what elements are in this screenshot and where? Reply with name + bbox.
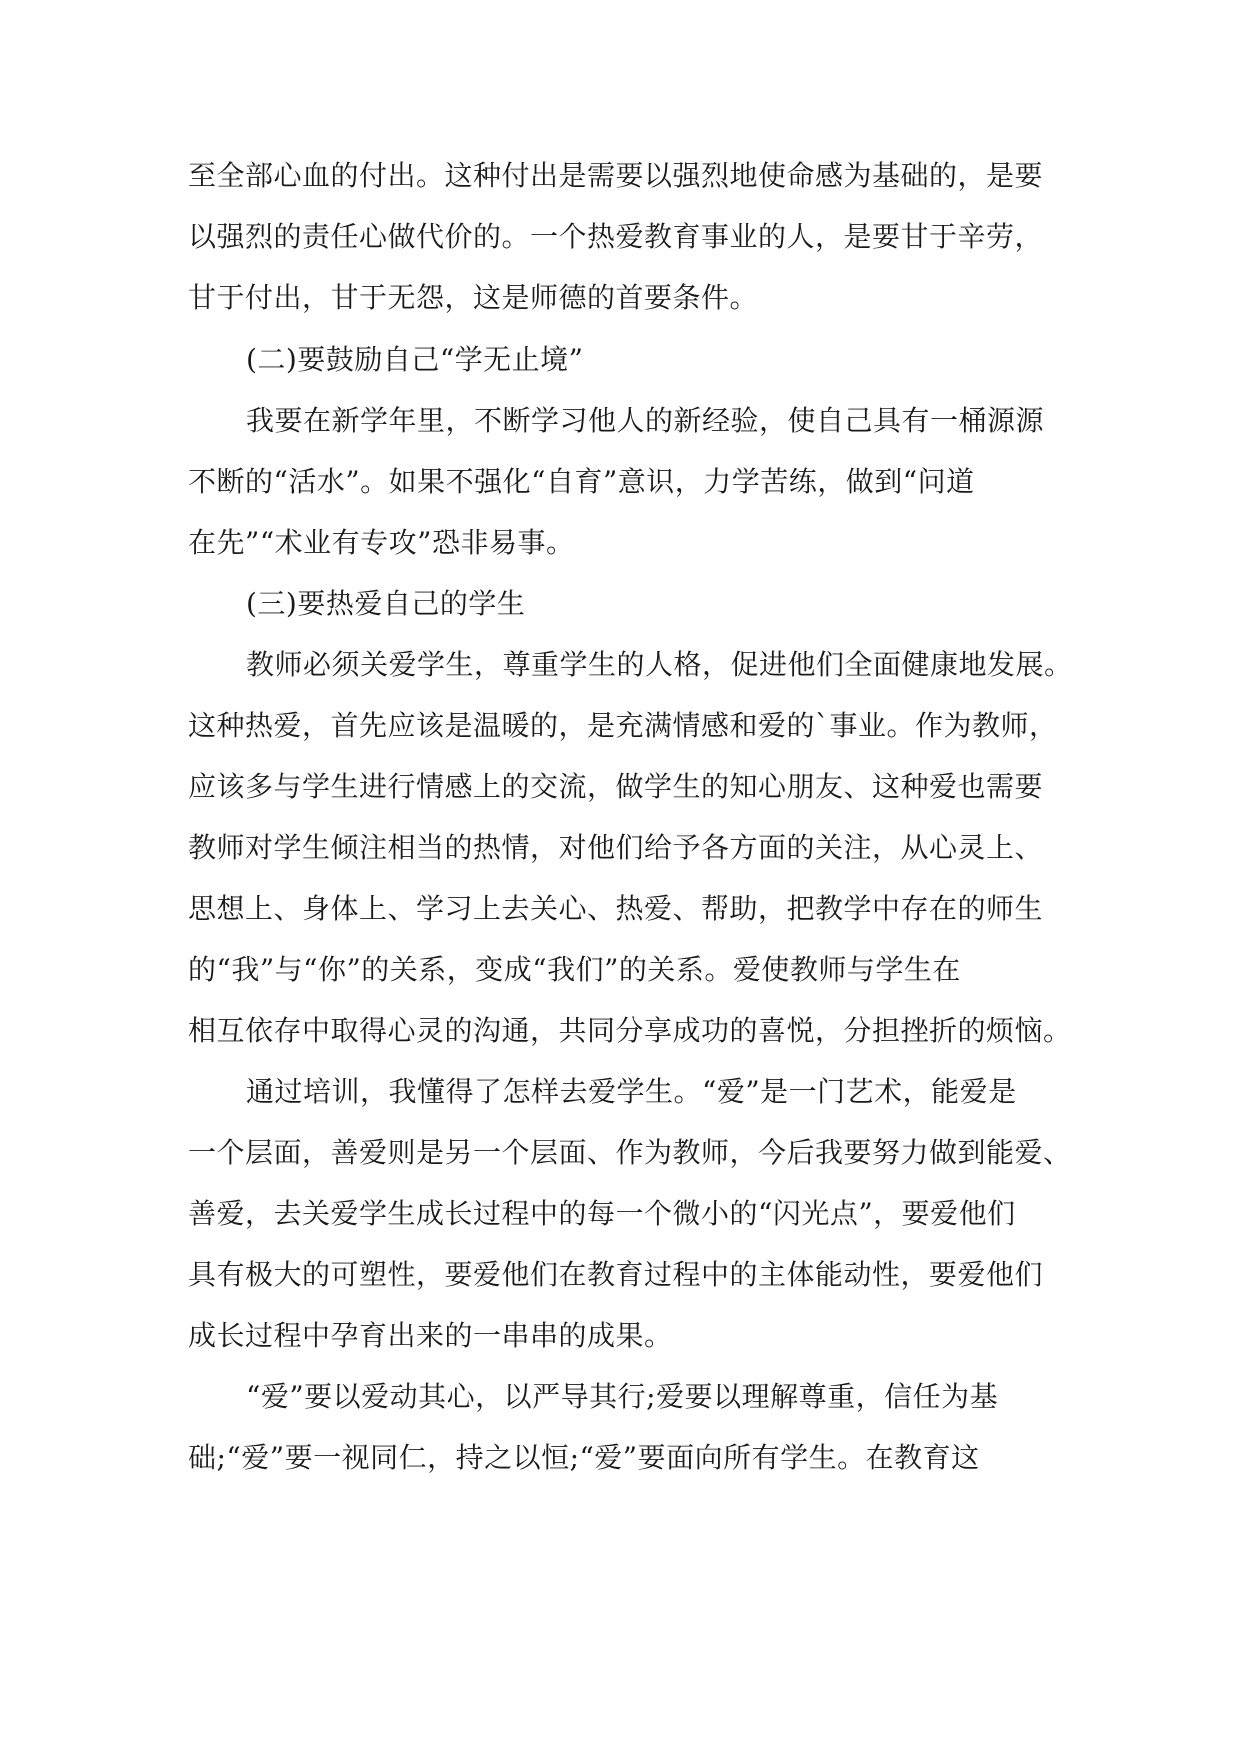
text-line: 至全部心血的付出。这种付出是需要以强烈地使命感为基础的，是要 [188,159,1044,192]
text-line: “爱”要以爱动其心，以严导其行;爱要以理解尊重，信任为基 [246,1380,999,1413]
text-line: 思想上、身体上、学习上去关心、热爱、帮助，把教学中存在的师生 [188,892,1044,925]
text-line: 相互依存中取得心灵的沟通，共同分享成功的喜悦，分担挫折的烦恼。 [188,1014,1072,1047]
text-line: 在先”“术业有专攻”恐非易事。 [188,526,575,559]
text-line: 应该多与学生进行情感上的交流，做学生的知心朋友、这种爱也需要 [188,770,1044,803]
text-line: 教师对学生倾注相当的热情，对他们给予各方面的关注，从心灵上、 [188,831,1044,864]
section-heading: (二)要鼓励自己“学无止境” [246,343,584,376]
text-line: 这种热爱，首先应该是温暖的，是充满情感和爱的`事业。作为教师， [188,709,1058,742]
text-line: 教师必须关爱学生，尊重学生的人格，促进他们全面健康地发展。 [246,648,1073,681]
text-line: 的“我”与“你”的关系，变成“我们”的关系。爱使教师与学生在 [188,953,961,986]
text-line: 甘于付出，甘于无怨，这是师德的首要条件。 [188,281,759,314]
text-line: 以强烈的责任心做代价的。一个热爱教育事业的人，是要甘于辛劳， [188,220,1044,253]
text-line: 础;“爱”要一视同仁，持之以恒;“爱”要面向所有学生。在教育这 [188,1441,980,1474]
text-line: 具有极大的可塑性，要爱他们在教育过程中的主体能动性，要爱他们 [188,1258,1044,1291]
text-line: 成长过程中孕育出来的一串串的成果。 [188,1319,673,1352]
text-line: 不断的“活水”。如果不强化“自育”意识，力学苦练，做到“问道 [188,465,975,498]
text-line: 通过培训，我懂得了怎样去爱学生。“爱”是一门艺术，能爱是 [246,1075,1017,1108]
section-heading: (三)要热爱自己的学生 [246,587,526,620]
text-line: 一个层面，善爱则是另一个层面、作为教师，今后我要努力做到能爱、 [188,1136,1072,1169]
text-line: 我要在新学年里，不断学习他人的新经验，使自己具有一桶源源 [246,404,1045,437]
text-line: 善爱，去关爱学生成长过程中的每一个微小的“闪光点”，要爱他们 [188,1197,1016,1230]
